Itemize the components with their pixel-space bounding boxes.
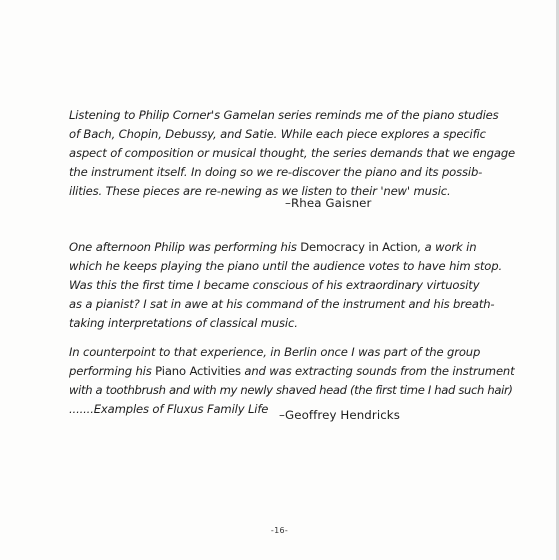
work-title-democracy-in-action: Democracy in Action [300,240,418,254]
quote2-line-4: as a pianist? I sat in awe at his command of the instrument and his breath- [69,297,495,311]
quote2-line-1 [69,238,476,257]
quote1-line-2: of Bach, Chopin, Debussy, and Satie. While each piece explores a specific [69,127,486,141]
quote3-line-4: .......Examples of Fluxus Family Life [69,402,269,416]
quote1-line-5: ilities. These pieces are re-newing as we listen to their 'new' music. [69,184,451,198]
quote2-line-2: which he keeps playing the piano until the audience votes to have him stop. [69,259,502,273]
quote2-line-1-pre: One afternoon Philip was performing his [69,240,301,254]
attribution-geoffrey-hendricks: –Geoffrey Hendricks [279,408,400,422]
quote2-line-5: taking interpretations of classical music. [69,316,298,330]
quote1-line-3: aspect of composition or musical thought, the series demands that we engage [69,146,516,160]
quote3-line-2 [69,362,515,381]
page-number: -16- [270,526,289,535]
quote3-line-1: In counterpoint to that experience, in Berlin once I was part of the group [69,345,481,359]
quote3-line-2-post: and was extracting sounds from the instrument [240,364,515,378]
quote1-line-4: the instrument itself. In doing so we re-discover the piano and its possib- [69,165,483,179]
quote1-line-1: Listening to Philip Corner's Gamelan series reminds me of the piano studies [69,108,499,122]
quote3-line-2-pre: performing his [69,364,156,378]
work-title-piano-activities: Piano Activities [155,364,241,378]
quote3-line-3: with a toothbrush and with my newly shaved head (the first time I had such hair) [69,383,513,397]
quote2-line-3: Was this the first time I became conscious of his extraordinary virtuosity [69,278,480,292]
quote2-line-1-post: , a work in [417,240,477,254]
attribution-rhea-gaisner: –Rhea Gaisner [285,196,372,210]
